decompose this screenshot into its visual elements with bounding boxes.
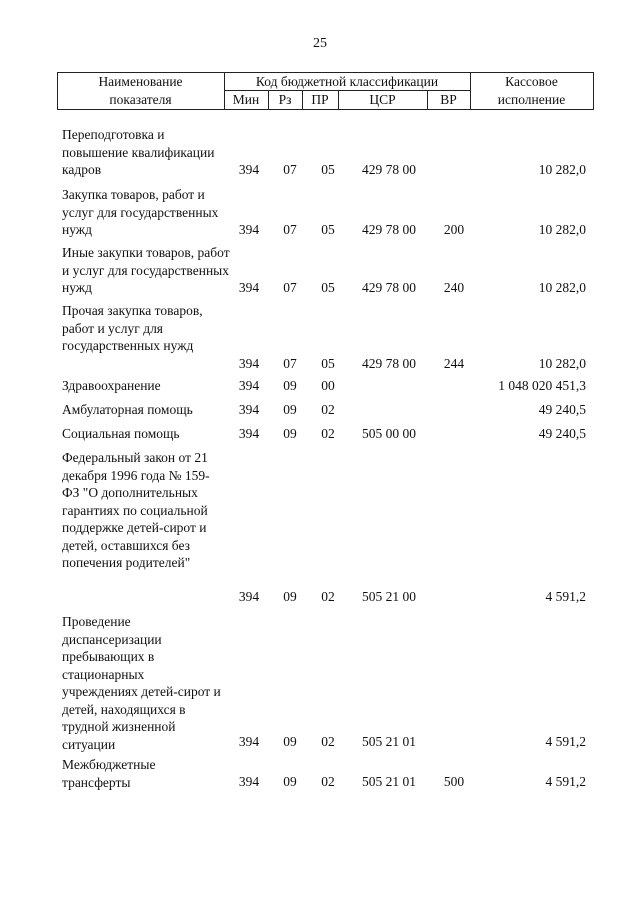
row-pr: 02 (321, 774, 335, 789)
row-pr: 05 (321, 222, 335, 237)
row-pr: 05 (321, 280, 335, 295)
row-rz: 09 (283, 378, 297, 393)
header-code-group: Код бюджетной классификации (255, 74, 439, 89)
header-bottom-border (57, 109, 594, 110)
header-subgroup-line (224, 90, 470, 91)
row-pr: 02 (321, 426, 335, 441)
row-vr: 244 (443, 356, 465, 371)
header-name-line2: показателя (109, 92, 172, 107)
table-row (0, 449, 640, 607)
row-min: 394 (238, 589, 260, 604)
row-pr: 02 (321, 402, 335, 417)
header-col-min: Мин (232, 92, 260, 107)
table-row (0, 401, 640, 419)
row-name: Переподготовка и повышение квалификации кадров (62, 127, 215, 177)
row-sum: 49 240,5 (538, 402, 586, 417)
row-name: Межбюджетные трансферты (62, 757, 156, 790)
row-pr: 05 (321, 356, 335, 371)
table-row (0, 377, 640, 395)
header-col-rz: Рз (278, 92, 292, 107)
header-right-border (593, 72, 594, 110)
header-col-csr: ЦСР (369, 92, 396, 107)
row-min: 394 (238, 734, 260, 749)
row-min: 394 (238, 402, 260, 417)
row-pr: 00 (321, 378, 335, 393)
row-name: Иные закупки товаров, работ и услуг для государственных нужд (62, 245, 230, 295)
table-row (0, 186, 640, 240)
row-csr: 429 78 00 (362, 280, 416, 295)
row-min: 394 (238, 280, 260, 295)
row-name: Проведение диспансеризации пребывающих в стационарных учреждениях детей-сирот и детей, находящихся в трудной жизненной ситуации (62, 614, 221, 752)
row-rz: 07 (283, 162, 297, 177)
header-top-border (57, 72, 594, 73)
row-csr: 429 78 00 (362, 356, 416, 371)
row-min: 394 (238, 774, 260, 789)
row-pr: 05 (321, 162, 335, 177)
row-sum: 4 591,2 (545, 774, 586, 789)
row-pr: 02 (321, 589, 335, 604)
row-min: 394 (238, 426, 260, 441)
row-name: Прочая закупка товаров, работ и услуг для государственных нужд (62, 303, 203, 353)
row-vr: 500 (443, 774, 465, 789)
row-min: 394 (238, 356, 260, 371)
row-sum: 49 240,5 (538, 426, 586, 441)
row-csr: 429 78 00 (362, 222, 416, 237)
row-sum: 4 591,2 (545, 734, 586, 749)
header-col-pr: ПР (311, 92, 329, 107)
table-row (0, 302, 640, 374)
header-name-line1: Наименование (98, 74, 183, 89)
row-rz: 07 (283, 280, 297, 295)
row-sum: 10 282,0 (538, 222, 586, 237)
row-sum: 10 282,0 (538, 162, 586, 177)
row-vr: 200 (443, 222, 465, 237)
row-csr: 505 00 00 (362, 426, 416, 441)
row-name: Здравоохранение (62, 378, 161, 393)
row-sum: 4 591,2 (545, 589, 586, 604)
row-min: 394 (238, 162, 260, 177)
table-header (57, 72, 594, 110)
table-row (0, 756, 640, 792)
row-rz: 07 (283, 222, 297, 237)
page-number: 25 (313, 36, 327, 51)
table-row (0, 425, 640, 443)
row-rz: 09 (283, 774, 297, 789)
table-row (0, 126, 640, 180)
row-name: Закупка товаров, работ и услуг для государственных нужд (62, 187, 219, 237)
row-vr: 240 (443, 280, 465, 295)
row-csr: 429 78 00 (362, 162, 416, 177)
row-name: Федеральный закон от 21 декабря 1996 года № 159-ФЗ "О дополнительных гарантиях по социальной поддержке детей-сирот и детей, оставшихся без попечения родителей" (62, 450, 210, 570)
row-csr: 505 21 01 (362, 774, 416, 789)
row-sum: 10 282,0 (538, 280, 586, 295)
table-row (0, 613, 640, 751)
row-rz: 09 (283, 589, 297, 604)
table-row (0, 244, 640, 298)
row-name: Амбулаторная помощь (62, 402, 193, 417)
row-pr: 02 (321, 734, 335, 749)
row-csr: 505 21 01 (362, 734, 416, 749)
row-csr: 505 21 00 (362, 589, 416, 604)
row-sum: 10 282,0 (538, 356, 586, 371)
row-min: 394 (238, 222, 260, 237)
row-rz: 09 (283, 426, 297, 441)
header-exec-line1: Кассовое (505, 74, 558, 89)
header-col-vr: ВР (440, 92, 457, 107)
row-rz: 09 (283, 734, 297, 749)
row-sum: 1 048 020 451,3 (498, 378, 586, 393)
header-exec-line2: исполнение (497, 92, 566, 107)
row-rz: 09 (283, 402, 297, 417)
row-min: 394 (238, 378, 260, 393)
row-rz: 07 (283, 356, 297, 371)
row-name: Социальная помощь (62, 426, 180, 441)
